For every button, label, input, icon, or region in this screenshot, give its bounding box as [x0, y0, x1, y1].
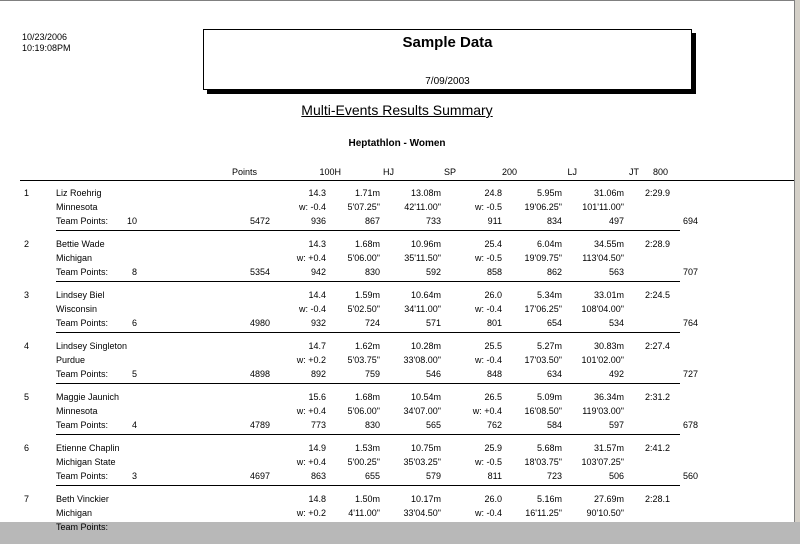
- event-sub: 35'11.50": [404, 253, 441, 263]
- event-points: 858: [486, 267, 502, 277]
- event-points: 862: [546, 267, 562, 277]
- event-sub: w: +0.4: [472, 406, 502, 416]
- total-points: 5472: [249, 216, 270, 226]
- event-sub: w: -0.4: [474, 355, 502, 365]
- team-points-label: Team Points:: [56, 369, 109, 379]
- event-mark: 2:31.2: [644, 392, 670, 402]
- event-sub: 19'06.25": [524, 202, 562, 212]
- team-points-value: 10: [126, 216, 137, 226]
- event-points: 733: [425, 216, 441, 226]
- event-mark: 1.62m: [354, 341, 380, 351]
- event-mark: 5.34m: [536, 290, 562, 300]
- event-mark: 30.83m: [593, 341, 624, 351]
- athlete-name: Beth Vinckier: [56, 494, 109, 504]
- event-mark: 1.68m: [354, 392, 380, 402]
- event-points: 867: [364, 216, 380, 226]
- event-mark: 14.4: [308, 290, 326, 300]
- event-mark: 10.96m: [410, 239, 441, 249]
- event-points: 694: [682, 216, 698, 226]
- athlete-entry: [0, 290, 794, 340]
- team-points-label: Team Points:: [56, 216, 109, 226]
- total-points: 4789: [249, 420, 270, 430]
- event-sub: 34'07.00": [403, 406, 441, 416]
- event-mark: 34.55m: [593, 239, 624, 249]
- event-mark: 1.68m: [354, 239, 380, 249]
- total-points: 4898: [249, 369, 270, 379]
- col-header-100h: 100H: [319, 167, 341, 177]
- event-points: 654: [546, 318, 562, 328]
- event-sub: 33'08.00": [403, 355, 441, 365]
- event-sub: 90'10.50": [586, 508, 624, 518]
- athlete-rank: 4: [24, 341, 30, 351]
- event-sub: 18'03.75": [524, 457, 562, 467]
- team-points-value: 6: [131, 318, 137, 328]
- team-points-value: 8: [131, 267, 137, 277]
- header-rule: [20, 180, 794, 181]
- event-sub: 5'07.25": [347, 202, 380, 212]
- event-mark: 10.54m: [410, 392, 441, 402]
- event-mark: 5.27m: [536, 341, 562, 351]
- athlete-name: Maggie Jaunich: [56, 392, 120, 402]
- athlete-school: Michigan: [56, 253, 93, 263]
- event-sub: 17'03.50": [524, 355, 562, 365]
- event-points: 634: [546, 369, 562, 379]
- event-points: 863: [310, 471, 326, 481]
- event-points: 707: [682, 267, 698, 277]
- event-sub: 103'07.25": [581, 457, 624, 467]
- event-sub: 16'08.50": [524, 406, 562, 416]
- event-points: 911: [487, 216, 502, 226]
- viewer-top-border: [0, 0, 800, 1]
- event-points: 727: [682, 369, 698, 379]
- event-points: 565: [425, 420, 441, 430]
- event-points: 942: [310, 267, 326, 277]
- event-mark: 10.64m: [410, 290, 441, 300]
- report-title: Multi-Events Results Summary: [301, 102, 493, 118]
- athlete-name: Lindsey Biel: [56, 290, 105, 300]
- event-points: 762: [486, 420, 502, 430]
- event-sub: 33'04.50": [403, 508, 441, 518]
- event-mark: 14.8: [308, 494, 326, 504]
- event-points: 801: [486, 318, 502, 328]
- event-points: 492: [608, 369, 624, 379]
- event-mark: 36.34m: [593, 392, 624, 402]
- print-datetime: [22, 32, 71, 54]
- athlete-entry: [0, 494, 794, 544]
- total-points: 5354: [249, 267, 270, 277]
- event-sub: w: -0.4: [298, 202, 326, 212]
- event-sub: 17'06.25": [524, 304, 562, 314]
- event-sub: 108'04.00": [581, 304, 624, 314]
- col-header-jt: JT: [629, 167, 639, 177]
- print-date: 10/23/2006: [22, 32, 68, 42]
- event-sub: 34'11.00": [404, 304, 441, 314]
- team-points-label: Team Points:: [56, 267, 109, 277]
- event-sub: 35'03.25": [403, 457, 441, 467]
- event-mark: 10.28m: [410, 341, 441, 351]
- athlete-rank: 2: [24, 239, 30, 249]
- event-points: 546: [425, 369, 441, 379]
- entry-separator: [56, 434, 680, 435]
- athlete-entry: [0, 188, 794, 238]
- event-mark: 10.75m: [410, 443, 441, 453]
- athlete-rank: 5: [24, 392, 30, 402]
- event-sub: w: +0.2: [296, 355, 326, 365]
- col-header-800: 800: [652, 167, 668, 177]
- event-mark: 33.01m: [593, 290, 624, 300]
- athlete-name: Bettie Wade: [56, 239, 105, 249]
- event-sub: 5'00.25": [347, 457, 380, 467]
- event-sub: 5'03.75": [347, 355, 380, 365]
- athlete-entry: [0, 341, 794, 391]
- event-mark: 26.0: [484, 290, 502, 300]
- event-mark: 1.53m: [354, 443, 380, 453]
- event-mark: 15.6: [308, 392, 326, 402]
- event-points: 497: [608, 216, 624, 226]
- entry-separator: [56, 383, 680, 384]
- col-header-points: Points: [231, 167, 257, 177]
- event-mark: 13.08m: [410, 188, 441, 198]
- event-mark: 10.17m: [410, 494, 441, 504]
- athlete-name: Etienne Chaplin: [56, 443, 120, 453]
- athlete-school: Wisconsin: [56, 304, 98, 314]
- event-sub: 5'02.50": [347, 304, 380, 314]
- event-sub: w: +0.4: [296, 253, 326, 263]
- event-points: 579: [425, 471, 441, 481]
- event-points: 678: [682, 420, 698, 430]
- athlete-rank: 7: [24, 494, 30, 504]
- event-points: 932: [310, 318, 326, 328]
- athlete-rank: 6: [24, 443, 30, 453]
- event-mark: 1.71m: [354, 188, 380, 198]
- event-sub: 5'06.00": [347, 406, 380, 416]
- event-sub: 19'09.75": [524, 253, 562, 263]
- title-box: [203, 29, 692, 90]
- athlete-school: Purdue: [56, 355, 86, 365]
- event-mark: 25.4: [484, 239, 502, 249]
- event-title: Heptathlon - Women: [348, 138, 446, 149]
- event-points: 724: [364, 318, 380, 328]
- entry-separator: [56, 332, 680, 333]
- event-sub: 42'11.00": [404, 202, 441, 212]
- event-mark: 26.5: [484, 392, 502, 402]
- event-mark: 2:41.2: [644, 443, 670, 453]
- event-points: 560: [682, 471, 698, 481]
- col-header-200: 200: [501, 167, 517, 177]
- event-sub: w: +0.2: [296, 508, 326, 518]
- event-sub: 113'04.50": [582, 253, 624, 263]
- event-mark: 2:24.5: [644, 290, 670, 300]
- event-mark: 5.95m: [536, 188, 562, 198]
- event-mark: 14.3: [308, 188, 326, 198]
- athlete-school: Michigan State: [56, 457, 116, 467]
- event-mark: 25.9: [484, 443, 502, 453]
- event-points: 506: [608, 471, 624, 481]
- event-mark: 1.59m: [354, 290, 380, 300]
- event-sub: 101'02.00": [581, 355, 624, 365]
- event-points: 834: [546, 216, 562, 226]
- event-mark: 5.68m: [536, 443, 562, 453]
- event-points: 830: [364, 420, 380, 430]
- event-mark: 2:29.9: [644, 188, 670, 198]
- event-points: 563: [608, 267, 624, 277]
- total-points: 4697: [249, 471, 270, 481]
- event-points: 892: [310, 369, 326, 379]
- event-mark: 14.7: [308, 341, 326, 351]
- event-sub: w: -0.5: [474, 202, 502, 212]
- event-points: 811: [487, 471, 502, 481]
- event-sub: w: +0.4: [296, 457, 326, 467]
- event-points: 723: [546, 471, 562, 481]
- event-points: 592: [425, 267, 441, 277]
- event-points: 773: [310, 420, 326, 430]
- event-mark: 31.06m: [593, 188, 624, 198]
- athlete-entry: [0, 443, 794, 493]
- total-points: 4980: [249, 318, 270, 328]
- team-points-label: Team Points:: [56, 522, 109, 532]
- entry-separator: [56, 230, 680, 231]
- event-sub: w: -0.4: [474, 508, 502, 518]
- team-points-value: 4: [131, 420, 137, 430]
- report-main-title: Sample Data: [402, 34, 493, 51]
- event-mark: 14.9: [308, 443, 326, 453]
- event-mark: 2:27.4: [644, 341, 670, 351]
- event-points: 584: [546, 420, 562, 430]
- event-mark: 26.0: [484, 494, 502, 504]
- event-sub: w: -0.4: [474, 304, 502, 314]
- event-sub: w: +0.4: [296, 406, 326, 416]
- event-mark: 31.57m: [593, 443, 624, 453]
- athlete-school: Minnesota: [56, 202, 98, 212]
- athlete-rank: 3: [24, 290, 30, 300]
- athlete-name: Liz Roehrig: [56, 188, 102, 198]
- event-sub: w: -0.5: [474, 253, 502, 263]
- event-points: 655: [364, 471, 380, 481]
- event-mark: 27.69m: [593, 494, 624, 504]
- event-mark: 5.09m: [536, 392, 562, 402]
- event-points: 848: [486, 369, 502, 379]
- athlete-entry: [0, 239, 794, 289]
- col-header-hj: HJ: [383, 167, 394, 177]
- event-sub: w: -0.4: [298, 304, 326, 314]
- event-mark: 5.16m: [536, 494, 562, 504]
- event-sub: 16'11.25": [525, 508, 562, 518]
- event-mark: 14.3: [308, 239, 326, 249]
- event-points: 764: [682, 318, 698, 328]
- team-points-label: Team Points:: [56, 471, 109, 481]
- event-sub: 5'06.00": [347, 253, 380, 263]
- print-time: 10:19:08PM: [22, 43, 71, 53]
- athlete-name: Lindsey Singleton: [56, 341, 128, 351]
- event-mark: 24.8: [484, 188, 502, 198]
- event-points: 759: [364, 369, 380, 379]
- viewer-right-edge: [794, 0, 800, 522]
- event-points: 597: [608, 420, 624, 430]
- team-points-label: Team Points:: [56, 420, 109, 430]
- event-mark: 2:28.9: [644, 239, 670, 249]
- event-mark: 25.5: [484, 341, 502, 351]
- athlete-rank: 1: [24, 188, 30, 198]
- athlete-entry: [0, 392, 794, 442]
- event-mark: 2:28.1: [644, 494, 670, 504]
- event-mark: 6.04m: [536, 239, 562, 249]
- entry-separator: [56, 281, 680, 282]
- team-points-label: Team Points:: [56, 318, 109, 328]
- entry-separator: [56, 485, 680, 486]
- team-points-value: 3: [131, 471, 137, 481]
- event-sub: w: -0.5: [474, 457, 502, 467]
- event-points: 936: [310, 216, 326, 226]
- athlete-school: Michigan: [56, 508, 93, 518]
- event-points: 571: [425, 318, 441, 328]
- meet-date: 7/09/2003: [425, 76, 470, 87]
- col-header-lj: LJ: [567, 167, 577, 177]
- athlete-school: Minnesota: [56, 406, 98, 416]
- event-mark: 1.50m: [354, 494, 380, 504]
- event-sub: 4'11.00": [348, 508, 380, 518]
- event-points: 534: [608, 318, 624, 328]
- event-sub: 101'11.00": [582, 202, 624, 212]
- event-sub: 119'03.00": [582, 406, 624, 416]
- event-points: 830: [364, 267, 380, 277]
- team-points-value: 5: [131, 369, 137, 379]
- col-header-sp: SP: [443, 167, 456, 177]
